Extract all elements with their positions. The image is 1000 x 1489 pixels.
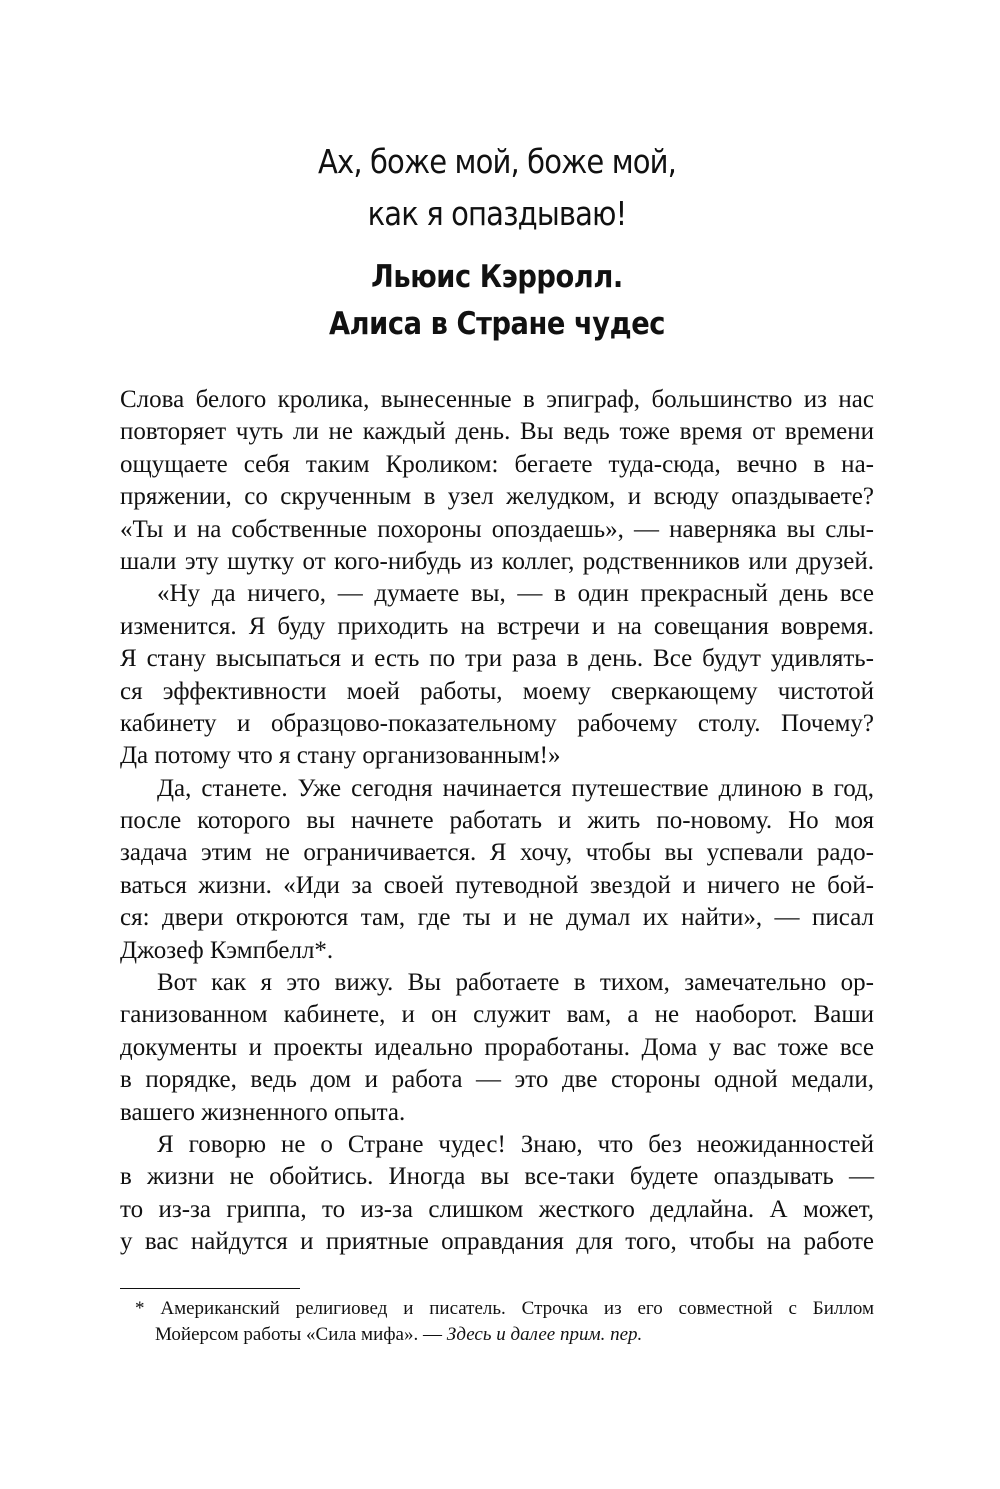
- text-line: кабинету и образцово-показательному рабочему столу. Почему?: [120, 709, 874, 737]
- text-line: в жизни не обойтись. Иногда вы все-таки будете опаздывать —: [120, 1163, 874, 1191]
- footnote-text: Мойерсом работы «Сила мифа». —: [155, 1324, 447, 1345]
- text-line: изменится. Я буду приходить на встречи и на совещания вовремя.: [120, 612, 874, 640]
- footnote-divider: [120, 1288, 300, 1289]
- text-line: Я говорю не о Стране чудес! Знаю, что без неожиданностей: [157, 1130, 874, 1158]
- text-line: «Ну да ничего, — думаете вы, — в один прекрасный день все: [157, 580, 874, 608]
- paragraph-3: [120, 773, 874, 967]
- text-line: Вот как я это вижу. Вы работаете в тихом, замечательно ор-: [157, 969, 874, 997]
- text-line: то из-за гриппа, то из-за слишком жесткого дедлайна. А может,: [120, 1195, 874, 1223]
- body-text: [120, 384, 874, 1259]
- text-line: ся: двери откроются там, где ты и не думал их найти», — писал: [120, 904, 874, 932]
- text-line: «Ты и на собственные похороны опоздаешь», — наверняка вы слы-: [120, 515, 874, 543]
- text-line: после которого вы начнете работать и жить по-новому. Но моя: [120, 807, 874, 835]
- epigraph-quote-line: как я опаздываю!: [367, 194, 627, 233]
- text-line: у вас найдутся и приятные оправдания для того, чтобы на работе: [120, 1228, 874, 1256]
- text-line: ваться жизни. «Иди за своей путеводной звездой и ничего не бой-: [120, 871, 874, 899]
- text-line: ощущаете себя таким Кроликом: бегаете туда-сюда, вечно в на-: [120, 450, 874, 478]
- paragraph-1: [120, 384, 874, 578]
- text-line: вашего жизненного опыта.: [120, 1098, 406, 1126]
- text-line: шали эту шутку от кого-нибудь из коллег, родственников или друзей.: [120, 547, 874, 575]
- epigraph-book-title: Алиса в Стране чудес: [328, 306, 666, 342]
- epigraph-source: [165, 254, 829, 348]
- text-line: пряжении, со скрученным в узел желудком, и всюду опаздываете?: [120, 483, 874, 511]
- text-line: документы и проекты идеально проработаны. Дома у вас тоже все: [120, 1033, 874, 1061]
- footnote: [120, 1296, 874, 1348]
- text-line: в порядке, ведь дом и работа — это две стороны одной медали,: [120, 1066, 874, 1094]
- paragraph-5: [120, 1129, 874, 1259]
- text-line: Джозеф Кэмпбелл*.: [120, 936, 334, 964]
- text-line: Да потому что я стану организованным!»: [120, 742, 561, 770]
- text-line: задача этим не ограничивается. Я хочу, чтобы вы успевали радо-: [120, 839, 874, 867]
- paragraph-4: [120, 967, 874, 1129]
- text-line: Я стану высыпаться и есть по три раза в день. Все будут удивлять-: [120, 645, 874, 673]
- footnote-line: * Американский религиовед и писатель. Строчка из его совместной с Биллом: [135, 1298, 874, 1319]
- footnote-line: [120, 1322, 874, 1348]
- epigraph-author: Льюис Кэрролл.: [371, 259, 623, 295]
- text-line: ганизованном кабинете, и он служит вам, а не наоборот. Ваши: [120, 1001, 874, 1029]
- footnote-editor-note: Здесь и далее прим. пер.: [446, 1324, 643, 1345]
- text-line: Слова белого кролика, вынесенные в эпиграф, большинство из нас: [120, 386, 874, 413]
- text-line: ся эффективности моей работы, моему сверкающему чистотой: [120, 677, 874, 705]
- epigraph-quote: [165, 136, 829, 240]
- text-line: Да, станете. Уже сегодня начинается путешествие длиною в год,: [157, 774, 874, 802]
- paragraph-2: [120, 578, 874, 772]
- epigraph-quote-line: Ах, боже мой, боже мой,: [318, 142, 676, 181]
- text-line: повторяет чуть ли не каждый день. Вы ведь тоже время от времени: [120, 418, 874, 446]
- epigraph: [120, 136, 874, 348]
